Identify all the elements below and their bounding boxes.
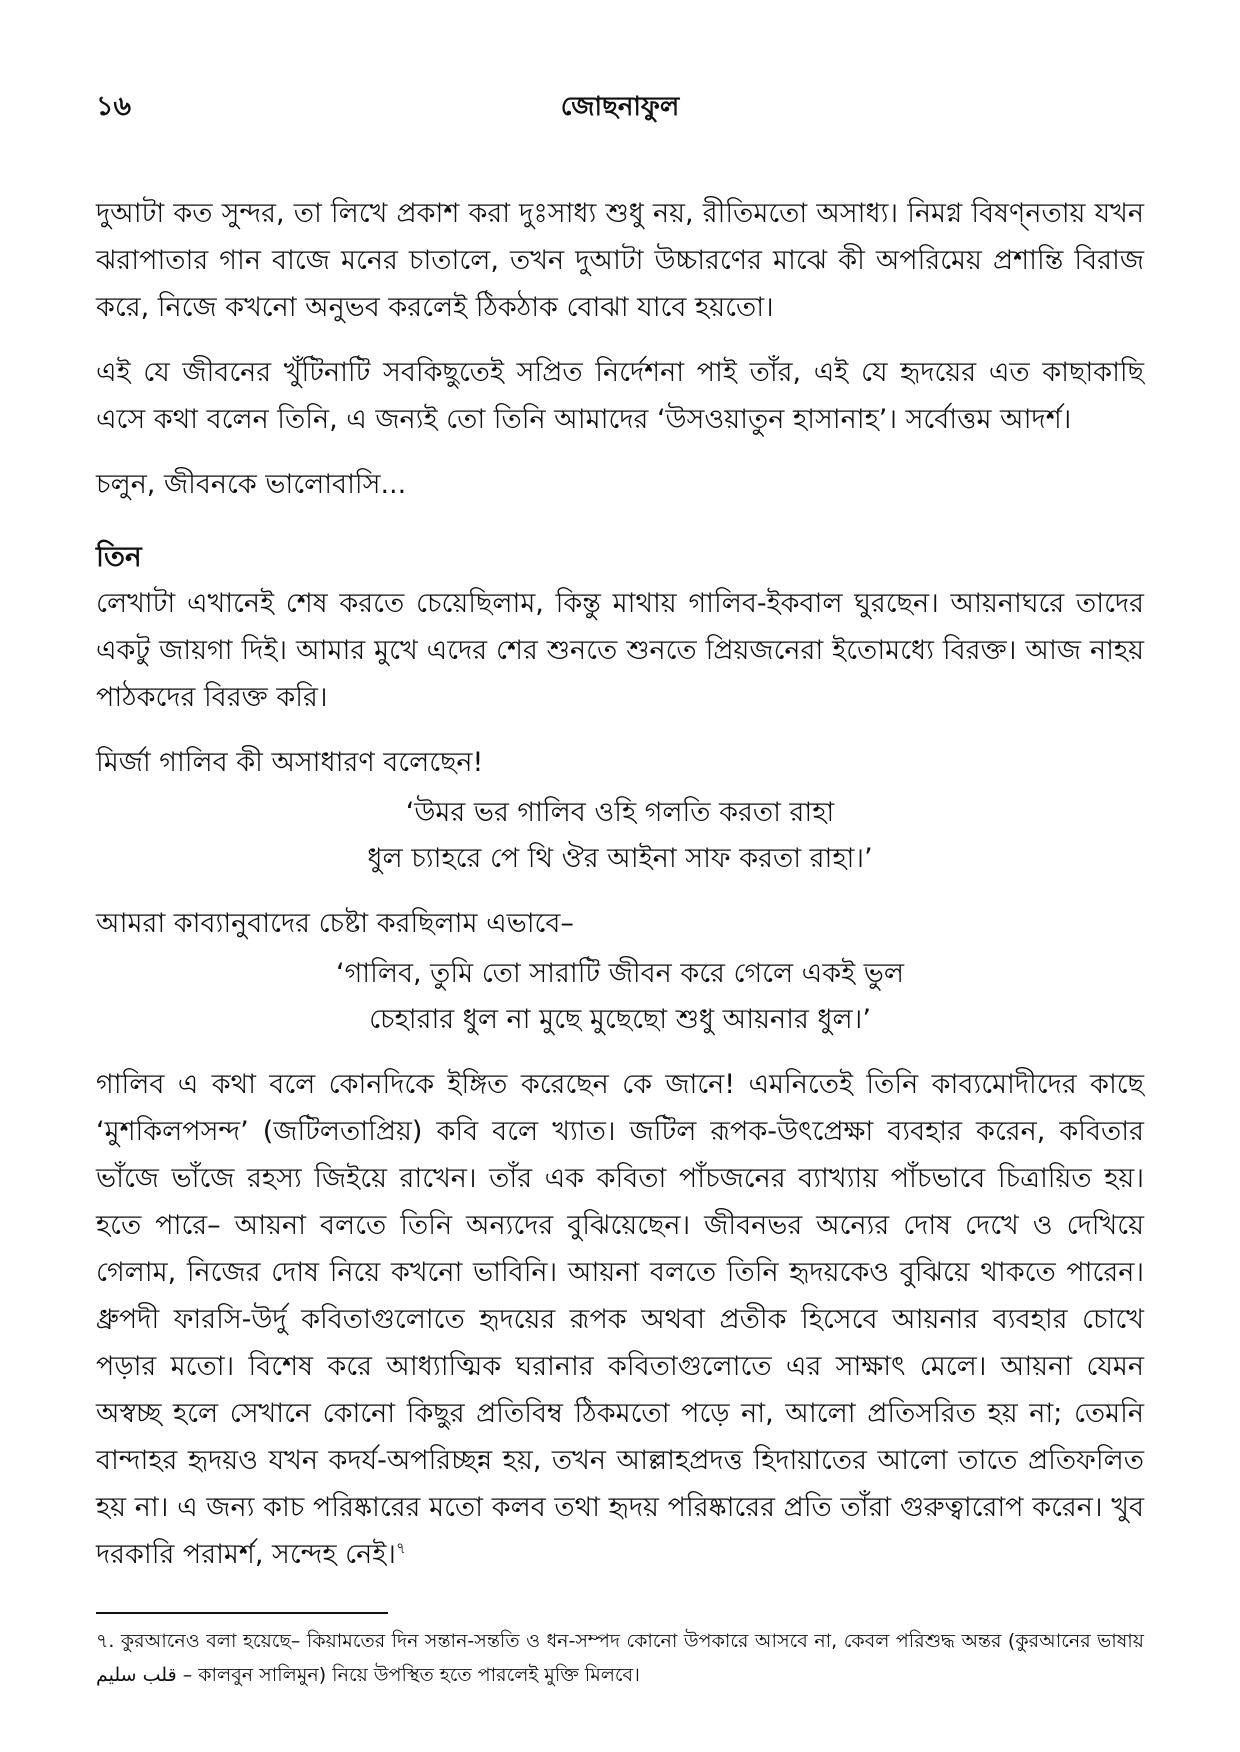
paragraph-1: দুআটা কত সুন্দর, তা লিখে প্রকাশ করা দুঃসাধ্য শুধু নয়, রীতিমতো অসাধ্য। নিমগ্ন বিষণ্নতায় যখন ঝরাপাতার গান বাজে মনের চাতালে, তখন দুআটা উচ্চারণের মাঝে কী অপরিমেয় প্রশান্তি বিরাজ করে, নিজে কখনো অনুভব করলেই ঠিকঠাক বোঝা যাবে হয়তো। [96, 198, 1144, 323]
verse-translation [96, 951, 1144, 1043]
footnote-7 [96, 1624, 1144, 1692]
paragraph-3: চলুন, জীবনকে ভালোবাসি... [96, 469, 407, 500]
verse-translation-line-2: চেহারার ধুল না মুছে মুছেছো শুধু আয়নার ধুল।’ [369, 1004, 871, 1035]
verse-urdu [96, 790, 1144, 882]
paragraph-5: মির্জা গালিব কী অসাধারণ বলেছেন! [96, 747, 484, 778]
paragraph-6: আমরা কাব্যানুবাদের চেষ্টা করছিলাম এভাবে– [96, 908, 574, 939]
verse-urdu-line-2: ধুল চ্যাহরে পে থি ঔর আইনা সাফ করতা রাহা।’ [367, 843, 873, 874]
verse-urdu-line-1: ‘উমর ভর গালিব ওহি গলতি করতা রাহা [405, 797, 835, 828]
page-number: ১৬ [96, 91, 132, 122]
footnote-marker: ৭. [96, 1630, 115, 1652]
footnote-divider [96, 1612, 388, 1614]
paragraph-7 [96, 1061, 1144, 1578]
paragraph-4: লেখাটা এখানেই শেষ করতে চেয়েছিলাম, কিন্তু মাথায় গালিব-ইকবাল ঘুরছেন। আয়নাঘরে তাদের একটু জায়গা দিই। আমার মুখে এদের শের শুনতে শুনতে প্রিয়জনেরা ইতোমধ্যে বিরক্ত। আজ নাহয় পাঠকদের বিরক্ত করি। [96, 588, 1144, 713]
section-heading: তিন [96, 540, 142, 573]
paragraph-2: এই যে জীবনের খুঁটিনাটি সবকিছুতেই সপ্রিত নির্দেশনা পাই তাঁর, এই যে হৃদয়ের এত কাছাকাছি এসে কথা বলেন তিনি, এ জন্যই তো তিনি আমাদের ‘উসওয়াতুন হাসানাহ’। সর্বোত্তম আদর্শ। [96, 357, 1144, 435]
footnote-text: কুরআনেও বলা হয়েছে– কিয়ামতের দিন সন্তান-সন্ততি ও ধন-সম্পদ কোনো উপকারে আসবে না, কেবল পরিশুদ্ধ অন্তর (কুরআনের ভাষায় قلب سليم – কালবুন সালিমুন) নিয়ে উপস্থিত হতে পারলেই মুক্তি মিলবে। [96, 1630, 1145, 1686]
page-header [96, 86, 1144, 126]
verse-translation-line-1: ‘গালিব, তুমি তো সারাটি জীবন করে গেলে একই ভুল [336, 958, 904, 989]
page-body [96, 190, 1144, 1578]
footnote [96, 1624, 1144, 1692]
running-title: জোছনাফুল [560, 92, 680, 122]
footnote-reference[interactable]: ৭ [395, 1539, 406, 1557]
paragraph-7-text: গালিব এ কথা বলে কোনদিকে ইঙ্গিত করেছেন কে জানে! এমনিতেই তিনি কাব্যমোদীদের কাছে ‘মুশকিলপসন্দ’ (জটিলতাপ্রিয়) কবি বলে খ্যাত। জটিল রূপক-উৎপ্রেক্ষা ব্যবহার করেন, কবিতার ভাঁজে ভাঁজে রহস্য জিইয়ে রাখেন। তাঁর এক কবিতা পাঁচজনের ব্যাখ্যায় পাঁচভাবে চিত্রায়িত হয়। হতে পারে– আয়না বলতে তিনি অন্যদের বুঝিয়েছেন। জীবনভর অন্যের দোষ দেখে ও দেখিয়ে গেলাম, নিজের দোষ নিয়ে কখনো ভাবিনি। আয়না বলতে তিনি হৃদয়কেও বুঝিয়ে থাকতে পারেন। ধ্রুপদী ফারসি-উর্দু কবিতাগুলোতে হৃদয়ের রূপক অথবা প্রতীক হিসেবে আয়নার ব্যবহার চোখে পড়ার মতো। বিশেষ করে আধ্যাত্মিক ঘরানার কবিতাগুলোতে এর সাক্ষাৎ মেলে। আয়না যেমন অস্বচ্ছ হলে সেখানে কোনো কিছুর প্রতিবিম্ব ঠিকমতো পড়ে না, আলো প্রতিসরিত হয় না; তেমনি বান্দাহর হৃদয়ও যখন কদর্য-অপরিচ্ছন্ন হয়, তখন আল্লাহপ্রদত্ত হিদায়াতের আলো তাতে প্রতিফলিত হয় না। এ জন্য কাচ পরিষ্কারের মতো কলব তথা হৃদয় পরিষ্কারের প্রতি তাঁরা গুরুত্বারোপ করেন। খুব দরকারি পরামর্শ, সন্দেহ নেই। [96, 1069, 1144, 1570]
